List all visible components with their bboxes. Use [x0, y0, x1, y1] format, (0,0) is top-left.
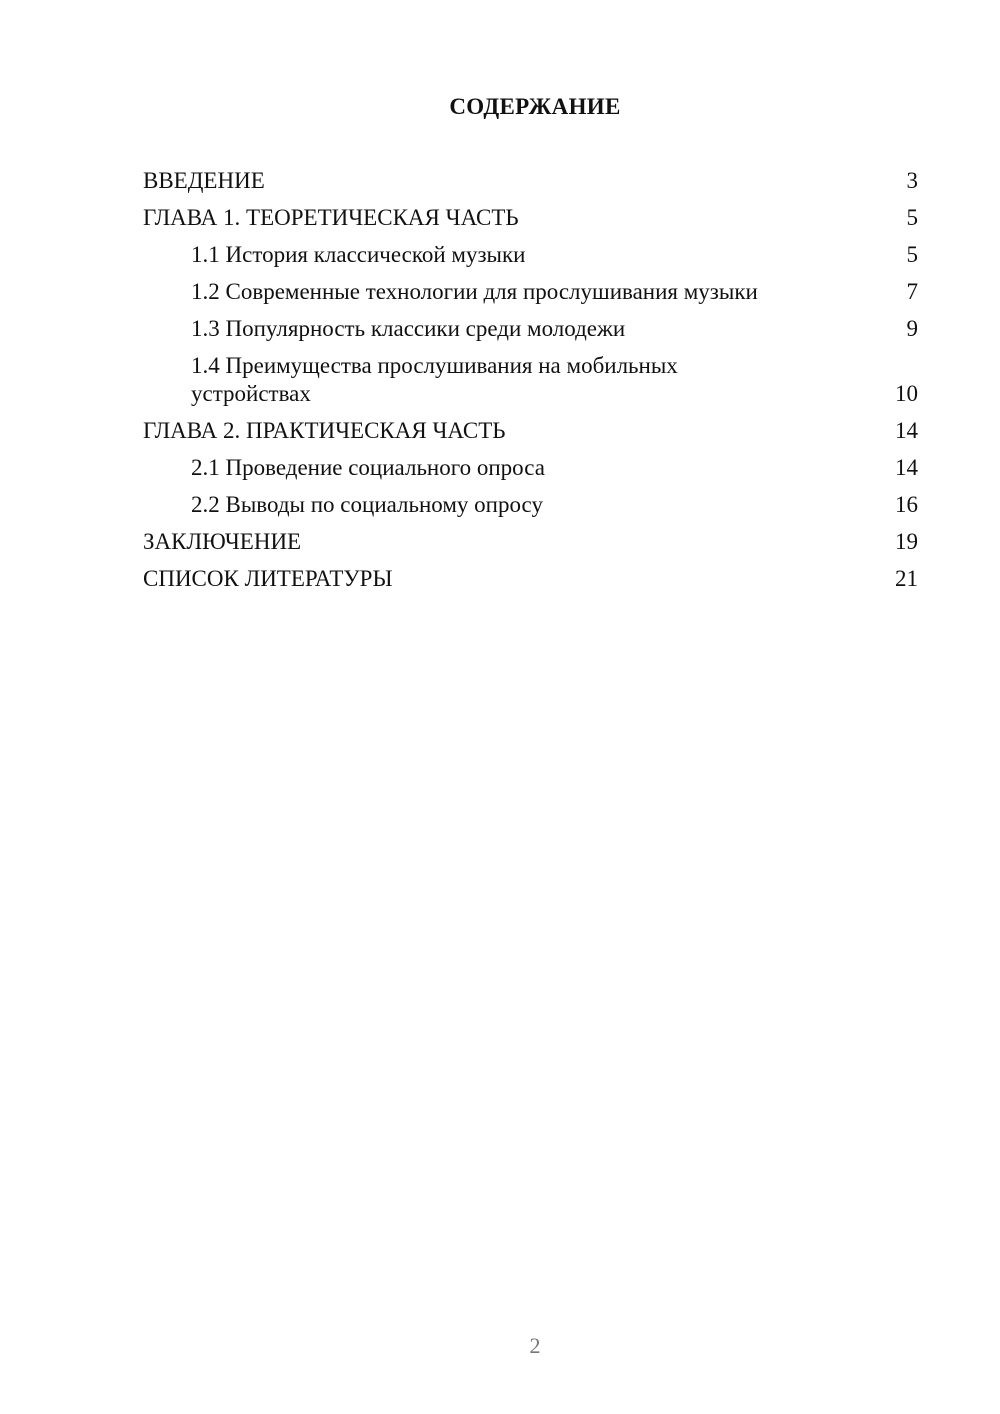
- toc-entry-page: 19: [895, 529, 918, 554]
- toc-entry-label: ГЛАВА 1. ТЕОРЕТИЧЕСКАЯ ЧАСТЬ: [143, 205, 519, 230]
- toc-heading: СОДЕРЖАНИЕ: [449, 94, 621, 119]
- toc-entry-page: 7: [906, 279, 918, 304]
- toc-entry-label: 1.4 Преимущества прослушивания на мобильных устройствах: [191, 353, 678, 406]
- toc-entry-page: 14: [895, 455, 918, 480]
- toc-entry-label: ЗАКЛЮЧЕНИЕ: [143, 529, 302, 554]
- toc-entry-label: 1.1 История классической музыки: [191, 242, 526, 267]
- toc-entry-label: ВВЕДЕНИЕ: [143, 168, 265, 193]
- toc-entry-page: 3: [906, 168, 918, 193]
- toc-entry-page: 14: [895, 418, 918, 443]
- toc-entry-page: 5: [906, 205, 918, 230]
- toc-entry-label: 1.3 Популярность классики среди молодежи: [191, 316, 626, 341]
- toc-entry-page: 21: [895, 566, 918, 591]
- toc-entry-conclusion[interactable]: [143, 528, 918, 556]
- toc-entry-page: 16: [895, 492, 918, 517]
- toc-entry-chapter-1[interactable]: [143, 204, 918, 232]
- toc-entry-introduction[interactable]: [143, 167, 918, 195]
- page-number: 2: [529, 1333, 541, 1358]
- toc-entry-label: СПИСОК ЛИТЕРАТУРЫ: [143, 566, 393, 591]
- toc-entry-section-1-2[interactable]: [143, 278, 918, 306]
- table-of-contents: [143, 167, 918, 602]
- toc-entry-section-2-2[interactable]: [143, 491, 918, 519]
- toc-entry-label: 2.2 Выводы по социальному опросу: [191, 492, 543, 517]
- toc-entry-page: 10: [895, 381, 918, 406]
- toc-entry-section-1-4[interactable]: [143, 352, 918, 408]
- toc-entry-label: 2.1 Проведение социального опроса: [191, 455, 545, 480]
- toc-entry-references[interactable]: [143, 565, 918, 593]
- toc-entry-section-1-1[interactable]: [143, 241, 918, 269]
- toc-entry-page: 5: [906, 242, 918, 267]
- toc-entry-section-1-3[interactable]: [143, 315, 918, 343]
- toc-entry-page: 9: [906, 316, 918, 341]
- toc-entry-section-2-1[interactable]: [143, 454, 918, 482]
- toc-entry-label: 1.2 Современные технологии для прослушивания музыки: [191, 279, 758, 304]
- toc-entry-chapter-2[interactable]: [143, 417, 918, 445]
- toc-entry-label: ГЛАВА 2. ПРАКТИЧЕСКАЯ ЧАСТЬ: [143, 418, 506, 443]
